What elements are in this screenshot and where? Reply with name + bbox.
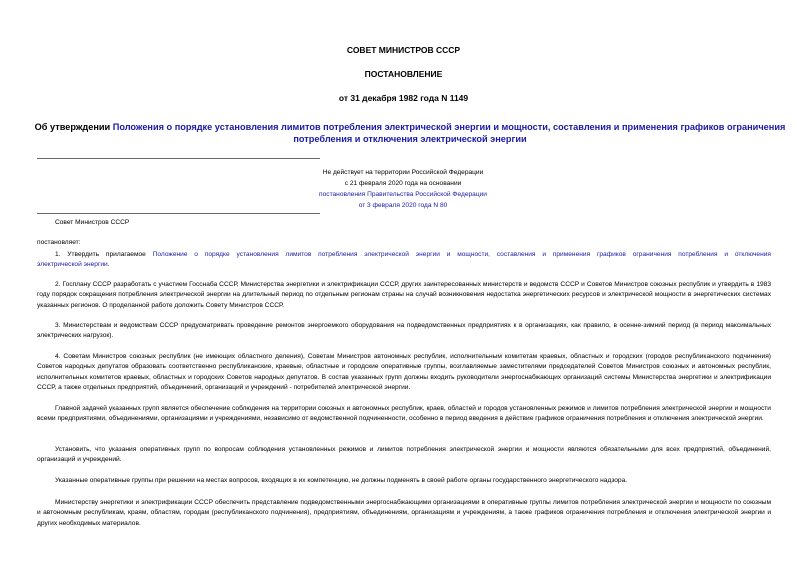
regulation-link-cont[interactable]: электрической энергии [37, 261, 108, 269]
title-prefix: Об утверждении [34, 122, 113, 132]
paragraph-6: Установить, что указания оперативных групп по вопросам соблюдения установленных режимов и лимитов потребления электрической энергии и мощности являются обязательными для всех предприятий, объединений, организаций и учреждений. [37, 446, 771, 464]
paragraph-5: Главной задачей указанных групп является обеспечение соблюдения на территории союзных и автономных республик, краев, областей и городов установленных режимов и лимитов потребления электрической энергии и мощности всеми предприятиями, объединениями, организациями и учреждениями, независимо от ведомственной подчиненности, особенно в период введения в действие графиков ограничения потребления и отключения электрической энергии. [37, 405, 771, 423]
paragraph-2: 2. Госплану СССР разработать с участием Госснаба СССР, Министерства энергетики и электрификации СССР, других заинтересованных министерств и ведомств СССР и Советов Министров союзных республик и утвердить в 1983 году порядок сокращения потребления электрической энергии на длительный период по отдельным регионам страны на случай возникновения недостатка энергетических ресурсов и электрической мощности в энергетических системах указанных регионов. О проделанной работе доложить Совету Министров СССР. [37, 281, 771, 309]
paragraph-8: Министерству энергетики и электрификации СССР обеспечить представление подведомственными энергоснабжающими организациями в оперативные группы лимитов потребления электрической энергии и мощности по союзным и автономным республикам, краям, областям, городам (республиканского подчинения), предприятиям, объединениям, организациям и учреждениям, а также графиков ограничения потребления и отключения электрической энергии и других необходимых материалов. [37, 499, 771, 527]
paragraph-1 [37, 250, 771, 271]
document-date-number: от 31 декабря 1982 года N 1149 [338, 93, 469, 103]
divider [37, 213, 320, 214]
notice-line: с 21 февраля 2020 года на основании [344, 180, 462, 187]
paragraph-text: . [107, 261, 110, 269]
title-link-cont[interactable]: потребления и отключения электрической энергии [293, 134, 527, 144]
notice-line: Не действует на территории Российской Федерации [322, 169, 484, 176]
validity-notice [235, 167, 571, 211]
paragraph-4: 4. Советам Министров союзных республик (не имеющих областного деления), Советам Министров автономных республик, исполнительным комитетам краевых, областных и городских (городов республиканского подчинения) Советов народных депутатов образовать соответственно республиканские, краевые, областные и городские оперативные группы, возглавляемые заместителями председателей Советов Министров союзных и автономных республик, исполнительных комитетов краевых, областных и городских Советов народных депутатов. В состав указанных групп должны входить руководители энергоснабжающих организаций системы Министерства энергетики и электрификации СССР, а также отдельных предприятий, объединений, организаций и учреждений - потребителей электрической энергии. [37, 353, 771, 392]
document-title [30, 121, 790, 133]
document-type: ПОСТАНОВЛЕНИЕ [364, 69, 443, 79]
issuer-heading: СОВЕТ МИНИСТРОВ СССР [346, 45, 461, 55]
notice-link-cont[interactable]: от 3 февраля 2020 года N 80 [358, 202, 448, 209]
document-title-cont [30, 133, 790, 145]
title-link[interactable]: Положения о порядке установления лимитов потребления электрической энергии и мощности, составления и применения графиков ограничения [112, 122, 786, 132]
resolves-line: постановляет: [37, 239, 81, 246]
paragraph-3: 3. Министерствам и ведомствам СССР предусматривать проведение ремонтов энергоемкого оборудования на подведомственных предприятиях к в организациях, как правило, в осенне-зимний период (в период максимальных электрических нагрузок). [37, 322, 771, 340]
issuer-line: Совет Министров СССР [55, 219, 130, 226]
paragraph-7: Указанные оперативные группы при решении на местах вопросов, входящих в их компетенцию, не должны подменять в своей работе органы государственного энергетического надзора. [55, 477, 628, 484]
regulation-link[interactable]: Положение о порядке установления лимитов потребления электрической энергии и мощности, составления и применения графиков ограничения потребления и отключения [152, 251, 771, 258]
notice-link[interactable]: постановления Правительства Российской Федерации [319, 191, 487, 198]
paragraph-text: 1. Утвердить прилагаемое [55, 251, 153, 258]
divider [37, 158, 320, 159]
